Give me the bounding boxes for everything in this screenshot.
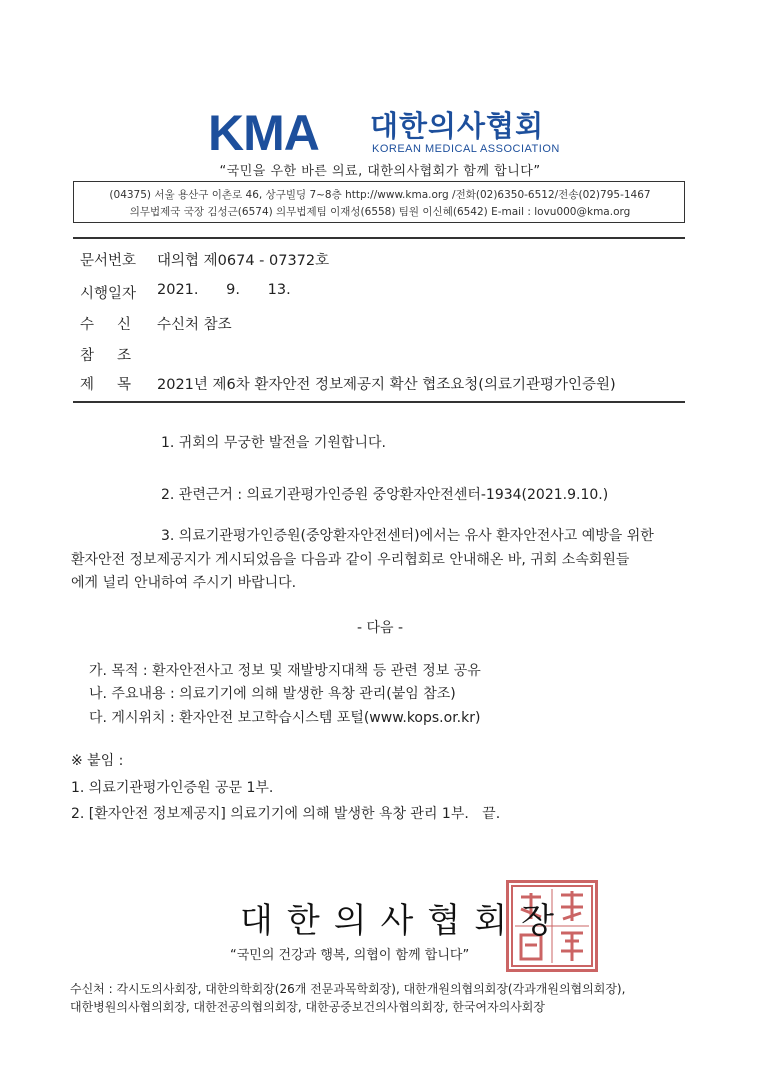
field-label-subject: 제 목 [80, 377, 132, 393]
attachment-1: 1. 의료기관평가인증원 공문 1부. [71, 780, 274, 796]
contact-line-address: (04375) 서울 용산구 이촌로 46, 상구빌딩 7~8층 http://www.kma.org /전화(02)6350-6512/전송(02)795-1467 [109, 189, 651, 201]
body-paragraph-3-line-3: 에게 널리 안내하여 주시기 바랍니다. [71, 575, 297, 591]
recipients-line-1: 수신처 : 각시도의사회장, 대한의학회장(26개 전문과목학회장), 대한개원의협의회장(각과개원의협의회장), [70, 982, 626, 996]
field-value-date: 2021. 9. 13. [157, 282, 291, 298]
item-a-purpose: 가. 목적 : 환자안전사고 정보 및 재발방지대책 등 관련 정보 공유 [89, 663, 481, 679]
field-value-subject: 2021년 제6차 환자안전 정보제공지 확산 협조요청(의료기관평가인증원) [157, 377, 616, 393]
field-label-date: 시행일자 [80, 286, 137, 302]
field-label-reference: 참 조 [80, 348, 132, 364]
body-paragraph-3-line-1: 3. 의료기관평가인증원(중앙환자안전센터)에서는 유사 환자안전사고 예방을 위한 [161, 528, 654, 544]
attachment-2: 2. [환자안전 정보제공지] 의료기기에 의해 발생한 욕창 관리 1부. 끝. [71, 806, 501, 822]
recipients-line-2: 대한병원의사협의회장, 대한전공의협의회장, 대한공중보건의사협의회장, 한국여자의사회장 [70, 1000, 545, 1014]
header-divider [73, 237, 685, 239]
kma-logo: KMA [208, 105, 319, 161]
field-label-recipient: 수 신 [80, 317, 132, 333]
body-paragraph-2: 2. 관련근거 : 의료기관평가인증원 중앙환자안전센터-1934(2021.9.10.) [161, 487, 609, 503]
body-paragraph-3-line-2: 환자안전 정보제공지가 게시되었음을 다음과 같이 우리협회로 안내해온 바, 귀회 소속회원들 [71, 552, 630, 568]
org-name-english: KOREAN MEDICAL ASSOCIATION [372, 143, 560, 155]
field-value-doc-number: 대의협 제0674 - 07372호 [157, 253, 330, 269]
next-heading: - 다음 - [356, 620, 404, 636]
footer-slogan: “국민의 건강과 행복, 의협이 함께 합니다” [230, 948, 470, 963]
item-c-location: 다. 게시위치 : 환자안전 보고학습시스템 포털(www.kops.or.kr) [89, 710, 481, 726]
contact-line-staff: 의무법제국 국장 김성근(6574) 의무법제팀 이재성(6558) 팀원 이신혜(6542) E-mail : lovu000@kma.org [129, 206, 631, 218]
attachment-title: ※ 붙임 : [71, 753, 124, 769]
signature-org-name: 대한의사협회장 [240, 901, 568, 941]
item-b-content: 나. 주요내용 : 의료기기에 의해 발생한 욕창 관리(붙임 참조) [89, 686, 456, 702]
fields-divider [73, 401, 685, 403]
contact-box [73, 181, 685, 223]
letterhead-slogan: “국민을 우한 바른 의료, 대한의사협회가 함께 합니다” [219, 164, 541, 179]
field-label-doc-number: 문서번호 [80, 253, 137, 269]
org-name-korean: 대한의사협회 [370, 109, 545, 143]
field-value-recipient: 수신처 참조 [157, 317, 232, 333]
body-paragraph-1: 1. 귀회의 무궁한 발전을 기원합니다. [161, 435, 386, 451]
